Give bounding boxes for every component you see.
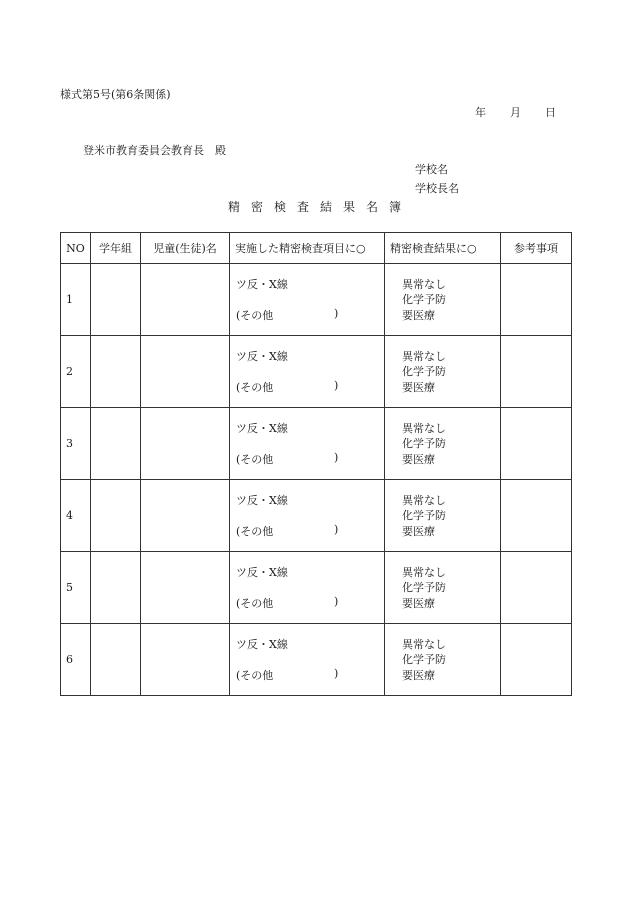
date-year-label: 年 [475, 106, 486, 119]
table-row [61, 552, 572, 624]
document-title: 精密検査結果名簿 [228, 200, 413, 214]
exam-items-cell[interactable] [230, 336, 385, 408]
result-chemoprevention-option: 化学予防 [402, 437, 446, 450]
result-treatment-option: 要医療 [402, 453, 435, 466]
exam-other-option: (その他 [236, 597, 274, 610]
results-table [60, 232, 572, 696]
result-chemoprevention-option: 化学予防 [402, 581, 446, 594]
exam-results-cell[interactable] [385, 408, 501, 480]
date-line [475, 104, 556, 120]
exam-other-option: (その他 [236, 525, 274, 538]
exam-xray-option: ツ反・X線 [236, 350, 288, 363]
table-header-row [61, 233, 572, 264]
student-name-cell[interactable] [141, 264, 230, 336]
row-number: 3 [61, 408, 91, 480]
row-number: 1 [61, 264, 91, 336]
exam-xray-option: ツ反・X線 [236, 494, 288, 507]
notes-cell[interactable] [501, 624, 572, 696]
exam-items-cell[interactable] [230, 480, 385, 552]
exam-results-cell[interactable] [385, 624, 501, 696]
result-chemoprevention-option: 化学予防 [402, 509, 446, 522]
exam-results-cell[interactable] [385, 264, 501, 336]
header-no: NO [61, 233, 91, 264]
row-number: 5 [61, 552, 91, 624]
exam-results-cell[interactable] [385, 336, 501, 408]
result-normal-option: 異常なし [402, 350, 446, 363]
header-notes: 参考事項 [501, 233, 572, 264]
principal-name-label: 学校長名 [415, 182, 459, 195]
result-normal-option: 異常なし [402, 278, 446, 291]
exam-xray-option: ツ反・X線 [236, 422, 288, 435]
student-name-cell[interactable] [141, 624, 230, 696]
grade-class-cell[interactable] [91, 552, 141, 624]
notes-cell[interactable] [501, 408, 572, 480]
grade-class-cell[interactable] [91, 408, 141, 480]
exam-other-option: (その他 [236, 381, 274, 394]
notes-cell[interactable] [501, 264, 572, 336]
table-row [61, 336, 572, 408]
exam-items-cell[interactable] [230, 408, 385, 480]
result-treatment-option: 要医療 [402, 381, 435, 394]
student-name-cell[interactable] [141, 408, 230, 480]
result-treatment-option: 要医療 [402, 309, 435, 322]
notes-cell[interactable] [501, 552, 572, 624]
header-grade-class: 学年組 [91, 233, 141, 264]
row-number: 4 [61, 480, 91, 552]
student-name-cell[interactable] [141, 480, 230, 552]
notes-cell[interactable] [501, 336, 572, 408]
table-row [61, 624, 572, 696]
result-chemoprevention-option: 化学予防 [402, 653, 446, 666]
result-normal-option: 異常なし [402, 422, 446, 435]
table-row [61, 264, 572, 336]
exam-other-close: ) [334, 595, 339, 608]
exam-other-close: ) [334, 451, 339, 464]
exam-other-close: ) [334, 523, 339, 536]
grade-class-cell[interactable] [91, 480, 141, 552]
exam-xray-option: ツ反・X線 [236, 278, 288, 291]
exam-items-cell[interactable] [230, 624, 385, 696]
exam-xray-option: ツ反・X線 [236, 638, 288, 651]
date-month-label: 月 [510, 106, 521, 119]
exam-other-close: ) [334, 379, 339, 392]
result-normal-option: 異常なし [402, 494, 446, 507]
form-number: 様式第5号(第6条関係) [60, 88, 171, 101]
result-treatment-option: 要医療 [402, 669, 435, 682]
exam-items-cell[interactable] [230, 264, 385, 336]
result-normal-option: 異常なし [402, 566, 446, 579]
exam-items-cell[interactable] [230, 552, 385, 624]
header-student-name: 児童(生徒)名 [141, 233, 230, 264]
grade-class-cell[interactable] [91, 624, 141, 696]
notes-cell[interactable] [501, 480, 572, 552]
result-treatment-option: 要医療 [402, 597, 435, 610]
exam-other-close: ) [334, 667, 339, 680]
exam-other-close: ) [334, 307, 339, 320]
grade-class-cell[interactable] [91, 336, 141, 408]
header-exam-results: 精密検査結果に○ [385, 233, 501, 264]
student-name-cell[interactable] [141, 336, 230, 408]
result-chemoprevention-option: 化学予防 [402, 365, 446, 378]
table-row [61, 480, 572, 552]
date-day-label: 日 [545, 106, 556, 119]
exam-other-option: (その他 [236, 309, 274, 322]
addressee: 登米市教育委員会教育長 殿 [83, 144, 226, 157]
result-chemoprevention-option: 化学予防 [402, 293, 446, 306]
table-row [61, 408, 572, 480]
exam-other-option: (その他 [236, 669, 274, 682]
exam-results-cell[interactable] [385, 552, 501, 624]
result-normal-option: 異常なし [402, 638, 446, 651]
exam-other-option: (その他 [236, 453, 274, 466]
row-number: 6 [61, 624, 91, 696]
student-name-cell[interactable] [141, 552, 230, 624]
grade-class-cell[interactable] [91, 264, 141, 336]
row-number: 2 [61, 336, 91, 408]
school-name-label: 学校名 [415, 163, 448, 176]
exam-results-cell[interactable] [385, 480, 501, 552]
result-treatment-option: 要医療 [402, 525, 435, 538]
exam-xray-option: ツ反・X線 [236, 566, 288, 579]
header-exam-items: 実施した精密検査項目に○ [230, 233, 385, 264]
